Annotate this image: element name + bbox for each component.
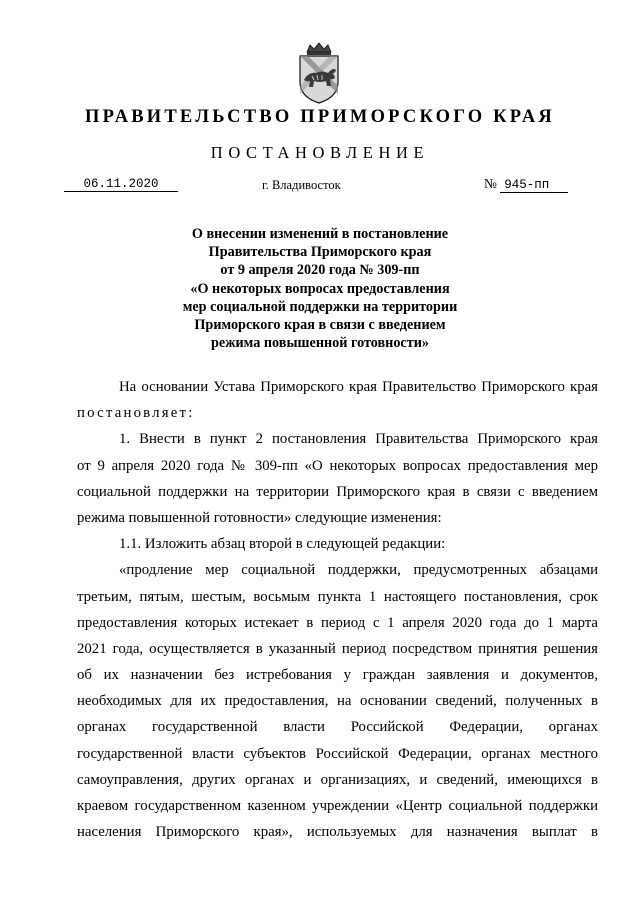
body-line: государственной власти субъектов Российской Федерации, органах местного <box>77 745 598 762</box>
heading-line: Правительства Приморского края <box>208 244 432 261</box>
number-sign: № <box>484 176 497 191</box>
heading-line: режима повышенной готовности» <box>211 335 429 352</box>
body-line: предоставления которых истекает в период с 1 апреля 2020 года до 1 марта <box>77 614 598 631</box>
number-value: 945-пп <box>500 178 568 193</box>
document-body <box>77 374 598 845</box>
document-number <box>484 177 568 193</box>
body-line: 2021 года, осуществляется в указанный период посредством принятия решения <box>77 640 598 657</box>
document-city: г. Владивосток <box>262 178 341 192</box>
body-line: населения Приморского края», используемых для назначения выплат в <box>77 824 598 841</box>
body-line: третьим, пятым, шестым, восьмым пункта 1 настоящего постановления, срок <box>77 588 598 605</box>
body-line: 1. Внести в пункт 2 постановления Правительства Приморского края <box>119 431 598 448</box>
body-line: 1.1. Изложить абзац второй в следующей редакции: <box>119 536 446 553</box>
government-title: ПРАВИТЕЛЬСТВО ПРИМОРСКОГО КРАЯ <box>84 107 555 127</box>
document-type: ПОСТАНОВЛЕНИЕ <box>210 143 430 162</box>
heading-line: О внесении изменений в постановление <box>191 226 449 242</box>
heading-line: Приморского края в связи с введением <box>194 317 446 334</box>
body-line: «продление мер социальной поддержки, предусмотренных абзацами <box>119 562 598 579</box>
body-line: самоуправления, других органах и организациях, и сведений, имеющихся в <box>77 771 598 788</box>
body-line: На основании Устава Приморского края Правительство Приморского края <box>119 379 598 395</box>
document-date: 06.11.2020 <box>64 177 178 192</box>
body-line: необходимых для их предоставления, на основании сведений, полученных в <box>77 693 598 710</box>
body-line: об их назначении без истребования у граждан заявления и документов, <box>77 667 598 684</box>
heading-line: от 9 апреля 2020 года № 309-пп <box>220 262 420 279</box>
heading-line: «О некоторых вопросах предоставления <box>190 280 450 297</box>
body-line: режима повышенной готовности» следующие изменения: <box>77 509 442 526</box>
body-line: постановляет: <box>77 405 195 422</box>
heading-line: мер социальной поддержки на территории <box>182 298 458 315</box>
body-line: от 9 апреля 2020 года № 309-пп «О некоторых вопросах предоставления мер <box>77 457 598 474</box>
document-heading <box>150 225 490 352</box>
body-line: социальной поддержки на территории Приморского края в связи с введением <box>77 483 598 500</box>
body-line: органах государственной власти Российской Федерации, органах <box>77 719 598 736</box>
body-line: краевом государственном казенном учреждении «Центр социальной поддержки <box>77 798 598 814</box>
primorsky-krai-coat-of-arms-icon <box>290 42 348 104</box>
